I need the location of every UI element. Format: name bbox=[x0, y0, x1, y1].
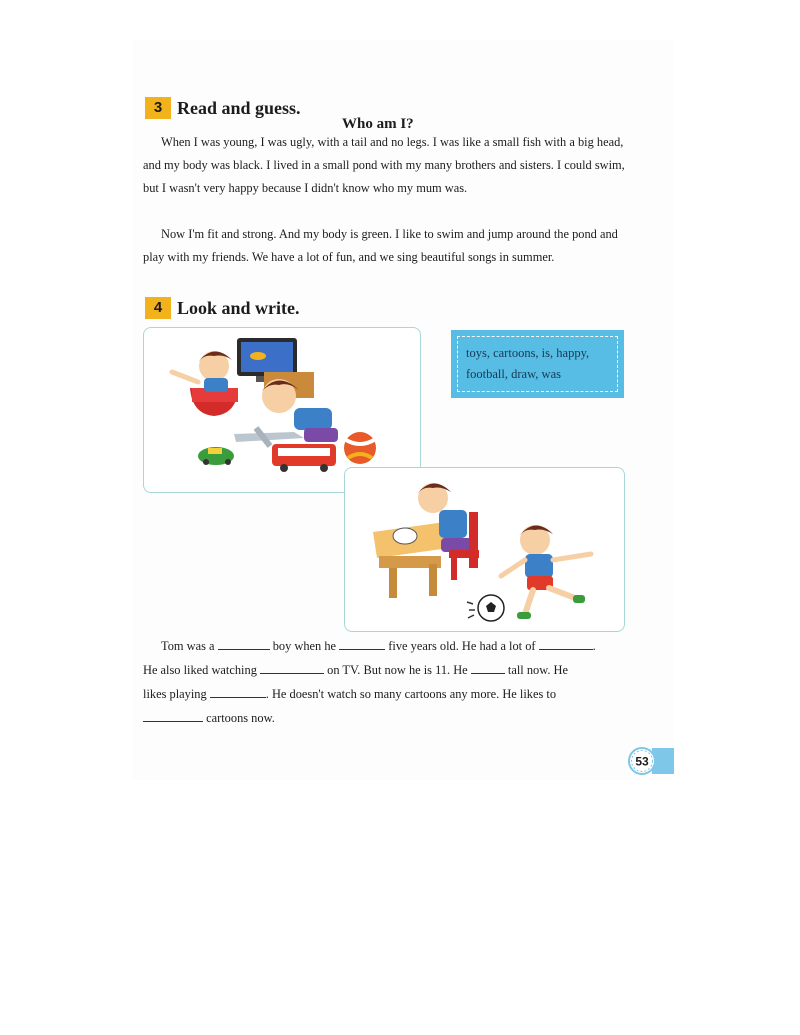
page-tab-icon bbox=[626, 746, 674, 776]
section-number-badge: 4 bbox=[145, 297, 171, 319]
story-paragraph-1: When I was young, I was ugly, with a tail and no legs. I was like a small fish with a big head, and my body was black. I lived in a small pond with my many brothers and sisters. I could swim, but I wasn't very happy because I didn't know who my mum was. bbox=[143, 135, 625, 195]
fill-line-4: cartoons now. bbox=[143, 706, 633, 730]
section-title: Look and write. bbox=[177, 297, 300, 318]
fill-line-2: He also liked watching on TV. But now he is 11. He tall now. He bbox=[143, 663, 568, 677]
blank-answer[interactable] bbox=[143, 709, 203, 722]
page-number: 53 bbox=[635, 754, 649, 769]
blank-answer[interactable] bbox=[210, 685, 266, 698]
blank-answer[interactable] bbox=[339, 637, 385, 650]
ball-icon bbox=[344, 432, 376, 464]
section-title: Read and guess. bbox=[177, 97, 301, 118]
section-number-badge: 3 bbox=[145, 97, 171, 119]
section-3-header bbox=[145, 97, 301, 119]
blank-answer[interactable] bbox=[260, 661, 324, 674]
story-paragraph-2: Now I'm fit and strong. And my body is green. I like to swim and jump around the pond and play with my friends. We have a lot of fun, and we sing beautiful songs in summer. bbox=[143, 227, 618, 264]
fill-line-1: Tom was a boy when he five years old. He had a lot of . bbox=[161, 639, 596, 653]
red-chair-icon bbox=[469, 512, 478, 568]
fill-line-3: likes playing . He doesn't watch so many cartoons any more. He likes to bbox=[143, 687, 557, 701]
section-4-header bbox=[145, 297, 300, 319]
blank-answer[interactable] bbox=[539, 637, 593, 650]
blank-answer[interactable] bbox=[471, 661, 505, 674]
blank-answer[interactable] bbox=[218, 637, 270, 650]
word-bank-text: toys, cartoons, is, happy, football, draw, was bbox=[457, 336, 618, 392]
story-title: Who am I? bbox=[342, 116, 414, 132]
page-number-tab bbox=[626, 746, 664, 776]
word-bank-box bbox=[451, 330, 624, 398]
drawing-football-illustration bbox=[345, 468, 624, 631]
picture-tom-now bbox=[344, 467, 625, 632]
